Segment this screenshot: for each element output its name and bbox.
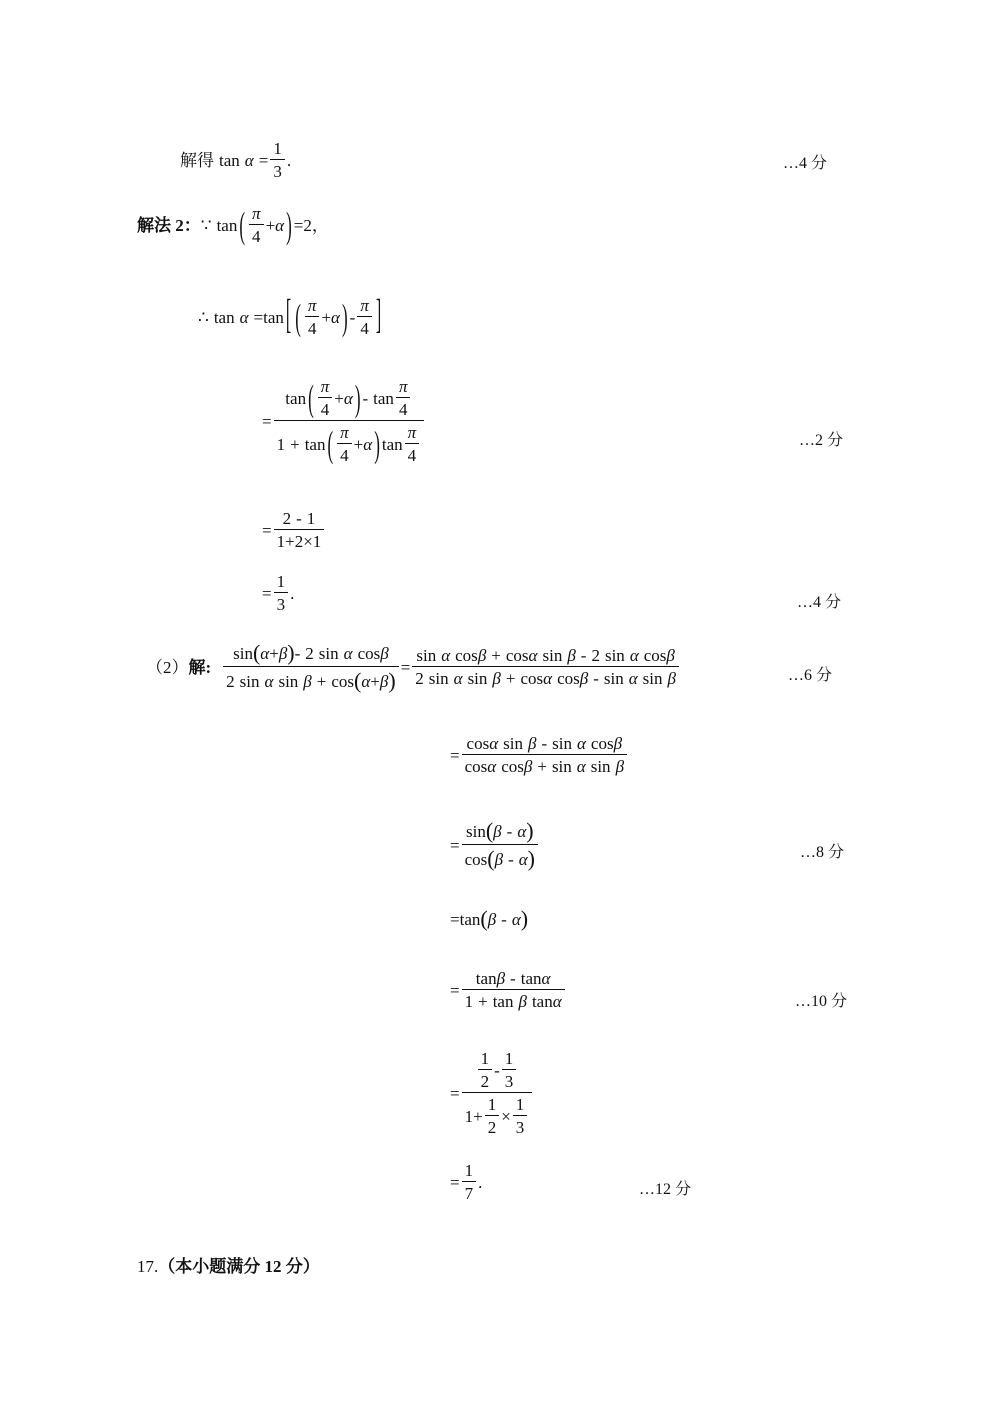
line-tan-beta-minus-alpha: = tan ( β - α ) xyxy=(450,906,529,931)
points-8: …8 分 xyxy=(800,844,845,861)
points-10: …10 分 xyxy=(795,993,848,1010)
question-17-heading: 17. （本小题满分 12 分） xyxy=(137,1257,320,1276)
text-jiede: 解得 xyxy=(180,150,214,170)
line-tan-diff-expanded: = tan β - tan α 1 + tan β tan α xyxy=(450,970,567,1010)
line-method-2: 解法 2 ： ∵ tan ( $\frac{\pi}{4}$ + α ) = 2 ， xyxy=(137,204,329,246)
label-solve: 解: xyxy=(188,657,212,677)
fraction-expanded: sin α cos β + cos α sin β - 2 sin α cos β 2 sin α sin β + cos α cos β - sin α sin β xyxy=(412,647,679,687)
line-result-one-third: = $\frac{1}{3}$ . xyxy=(262,572,295,614)
line-numeric-substitution: = 2 - 1 1 + 2 × 1 xyxy=(262,510,326,550)
fraction-tan-difference: tan ( $\frac{\pi}{4}$ + α ) - tan $\frac{\pi}{4}$ 1 + tan ( $\frac{\pi}{4}$ + α ) tan $\frac{\pi}{4}$ xyxy=(274,378,425,464)
points-4a: …4 分 xyxy=(783,155,828,172)
line-part-2: （2） 解: sin ( α + β ) - 2 sin α cos β 2 sin α sin β + cos ( α + β ) = sin α cos β + cos α sin β - 2 sin α cos β 2 sin α sin β + cos α cos β - sin α sin β xyxy=(146,642,681,692)
points-4b: …4 分 xyxy=(797,594,842,611)
line-tan-difference-formula: = tan ( $\frac{\pi}{4}$ + α ) - tan $\frac{\pi}{4}$ 1 + tan ( $\frac{\pi}{4}$ + α ) tan $\frac{\pi}{4}$ xyxy=(262,378,426,464)
line-result-one-seventh: = $\frac{1}{7}$ . xyxy=(450,1161,483,1203)
line-simplified: = cos α sin β - sin α cos β cos α cos β + sin α sin β xyxy=(450,735,629,775)
line-therefore-tan: ∴ tan α = tan [ ( $\frac{\pi}{4}$ + α ) - $\frac{\pi}{4}$ ] xyxy=(198,293,382,338)
points-2: …2 分 xyxy=(799,432,844,449)
fraction-one-third: $\frac{1}{3}$ xyxy=(270,140,285,180)
points-12: …12 分 xyxy=(639,1181,692,1198)
line-sin-over-cos: = sin ( β - α ) cos ( β - α ) xyxy=(450,820,540,870)
line-tan-alpha-result: 解得 tan α = $\frac{1}{3}$ . xyxy=(180,139,292,181)
line-numeric-fraction: = $\frac{1}{2}$ - $\frac{1}{3}$ 1 + $\frac{1}{2}$ × $\frac{1}{3}$ xyxy=(450,1050,534,1136)
fraction-original-expression: sin ( α + β ) - 2 sin α cos β 2 sin α sin β + cos ( α + β ) xyxy=(223,642,399,692)
heading-method-2: 解法 2 xyxy=(137,215,184,235)
points-6: …6 分 xyxy=(788,667,833,684)
